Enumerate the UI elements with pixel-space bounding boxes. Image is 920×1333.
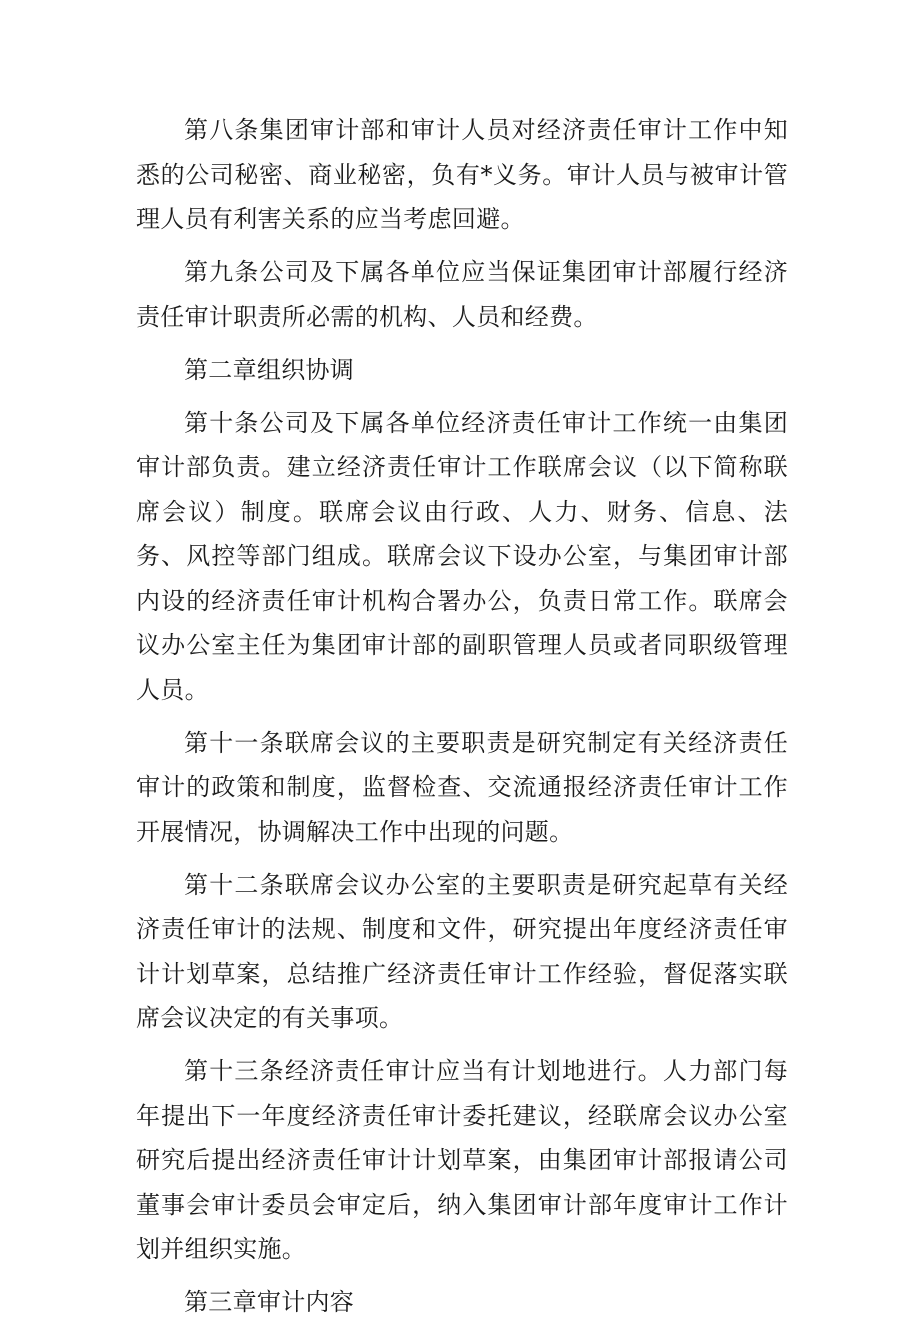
document-body <box>136 108 788 1333</box>
paragraph-article-8: 第八条集团审计部和审计人员对经济责任审计工作中知悉的公司秘密、商业秘密，负有*义务。审计人员与被审计管理人员有利害关系的应当考虑回避。 <box>136 116 788 233</box>
paragraph-article-9: 第九条公司及下属各单位应当保证集团审计部履行经济责任审计职责所必需的机构、人员和经费。 <box>136 258 788 331</box>
chapter-heading-2: 第二章组织协调 <box>184 355 355 384</box>
paragraph-article-11: 第十一条联席会议的主要职责是研究制定有关经济责任审计的政策和制度，监督检查、交流通报经济责任审计工作开展情况，协调解决工作中出现的问题。 <box>136 728 788 846</box>
paragraph-article-10: 第十条公司及下属各单位经济责任审计工作统一由集团审计部负责。建立经济责任审计工作联席会议（以下简称联席会议）制度。联席会议由行政、人力、财务、信息、法务、风控等部门组成。联席会议下设办公室，与集团审计部内设的经济责任审计机构合署办公，负责日常工作。联席会议办公室主任为集团审计部的副职管理人员或者同职级管理人员。 <box>136 408 788 704</box>
paragraph-article-12: 第十二条联席会议办公室的主要职责是研究起草有关经济责任审计的法规、制度和文件，研究提出年度经济责任审计计划草案，总结推广经济责任审计工作经验，督促落实联席会议决定的有关事项。 <box>136 870 788 1032</box>
chapter-heading-3: 第三章审计内容 <box>184 1288 355 1316</box>
paragraph-article-13: 第十三条经济责任审计应当有计划地进行。人力部门每年提出下一年度经济责任审计委托建议，经联席会议办公室研究后提出经济责任审计计划草案，由集团审计部报请公司董事会审计委员会审定后，纳入集团审计部年度审计工作计划并组织实施。 <box>136 1057 788 1263</box>
